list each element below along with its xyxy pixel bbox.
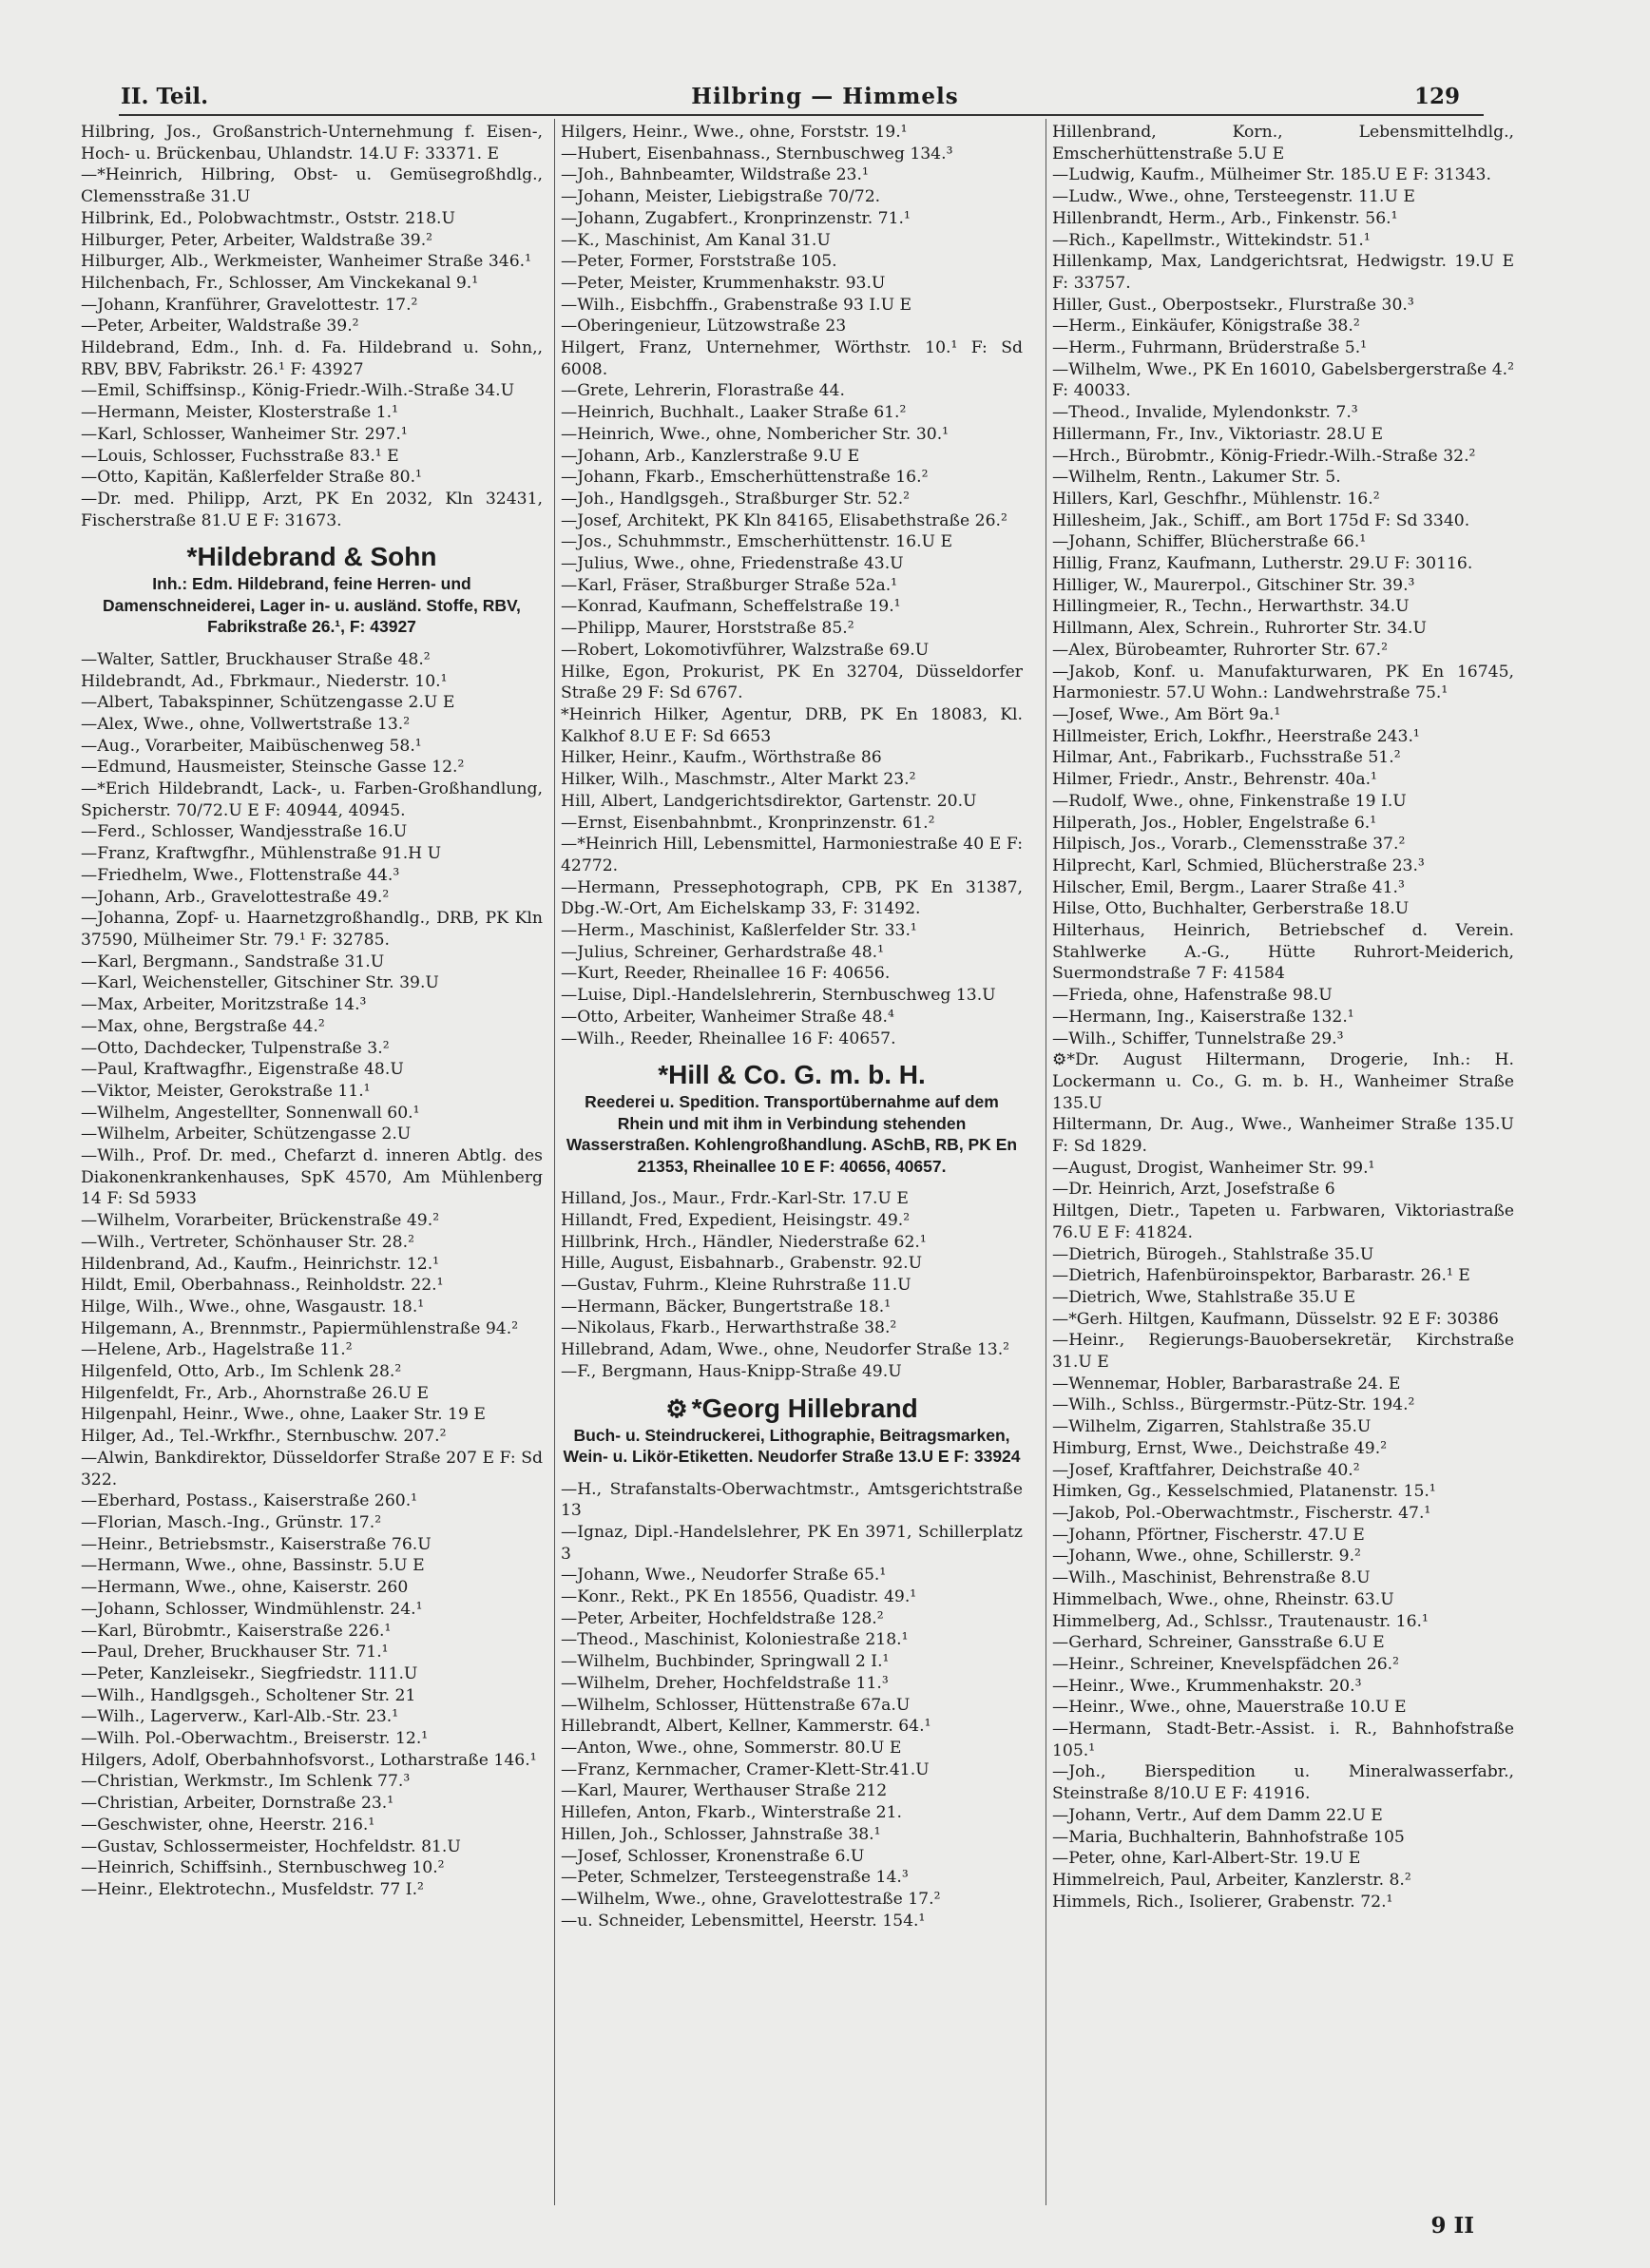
directory-entry: —Heinr., Regierungs-Bauobersekretär, Kirchstraße 31.U E bbox=[1052, 1331, 1514, 1373]
directory-entry: Hildebrandt, Ad., Fbrkmaur., Niederstr. 10.¹ bbox=[81, 671, 448, 691]
directory-entry: Hillig, Franz, Kaufmann, Lutherstr. 29.U F: 30116. bbox=[1052, 554, 1473, 574]
directory-entry: —Wilh., Prof. Dr. med., Chefarzt d. inneren Abtlg. des Diakonenkrankenhauses, SpK 4570, Am Mühlenberg 14 F: Sd 5933 bbox=[81, 1146, 543, 1209]
directory-entry: —Rudolf, Wwe., ohne, Finkenstraße 19 I.U bbox=[1052, 791, 1407, 811]
directory-entry: —Wilhelm, Wwe., ohne, Gravelottestraße 17.² bbox=[561, 1889, 941, 1909]
directory-entry: Hiller, Gust., Oberpostsekr., Flurstraße 30.³ bbox=[1052, 295, 1414, 315]
directory-entry: —Hermann, Wwe., ohne, Bassinstr. 5.U E bbox=[81, 1556, 425, 1576]
directory-entry: Himmelreich, Paul, Arbeiter, Kanzlerstr. 8.² bbox=[1052, 1870, 1411, 1890]
directory-entry: —Johann, Kranführer, Gravelottestr. 17.² bbox=[81, 295, 418, 315]
directory-entry: —Christian, Arbeiter, Dornstraße 23.¹ bbox=[81, 1794, 394, 1814]
directory-entry: —Wilh., Vertreter, Schönhauser Str. 28.² bbox=[81, 1232, 414, 1252]
directory-entry: —Josef, Wwe., Am Bört 9a.¹ bbox=[1052, 704, 1281, 724]
directory-entry: —Wilh., Schlss., Bürgermstr.-Pütz-Str. 194.² bbox=[1052, 1395, 1415, 1415]
directory-entry: Hilke, Egon, Prokurist, PK En 32704, Düsseldorfer Straße 29 F: Sd 6767. bbox=[561, 662, 1023, 703]
directory-entry: —Luise, Dipl.-Handelslehrerin, Sternbuschweg 13.U bbox=[561, 986, 996, 1006]
directory-entry: —Wilhelm, Vorarbeiter, Brückenstraße 49.² bbox=[81, 1211, 440, 1231]
directory-entry: Himmelberg, Ad., Schlssr., Trautenaustr. 16.¹ bbox=[1052, 1611, 1429, 1631]
directory-entry: Hillen, Joh., Schlosser, Jahnstraße 38.¹ bbox=[561, 1824, 881, 1844]
directory-entry: —Julius, Schreiner, Gerhardstraße 48.¹ bbox=[561, 942, 884, 962]
directory-entry: Hill, Albert, Landgerichtsdirektor, Gartenstr. 20.U bbox=[561, 791, 977, 811]
directory-entry: Hilgenfeldt, Fr., Arb., Ahornstraße 26.U E bbox=[81, 1383, 430, 1403]
directory-entry: —Johann, Zugabfert., Kronprinzenstr. 71.¹ bbox=[561, 208, 911, 228]
directory-entry: —Ludw., Wwe., ohne, Tersteegenstr. 11.U E bbox=[1052, 187, 1415, 207]
directory-entry: —Wennemar, Hobler, Barbarastraße 24. E bbox=[1052, 1374, 1401, 1393]
directory-entry: Hille, August, Eisbahnarb., Grabenstr. 92.U bbox=[561, 1254, 923, 1274]
directory-entry: —Otto, Dachdecker, Tulpenstraße 3.² bbox=[81, 1038, 390, 1058]
directory-entry: —Franz, Kraftwgfhr., Mühlenstraße 91.H U bbox=[81, 844, 442, 864]
directory-entry: —Hermann, Ing., Kaiserstraße 132.¹ bbox=[1052, 1007, 1354, 1027]
directory-entry: —Peter, ohne, Karl-Albert-Str. 19.U E bbox=[1052, 1849, 1361, 1869]
directory-entry: Hilchenbach, Fr., Schlosser, Am Vinckekanal 9.¹ bbox=[81, 273, 479, 293]
directory-entry: —Wilh., Lagerverw., Karl-Alb.-Str. 23.¹ bbox=[81, 1707, 399, 1727]
directory-entry: Hilburger, Alb., Werkmeister, Wanheimer Straße 346.¹ bbox=[81, 252, 531, 272]
directory-entry: —Konrad, Kaufmann, Scheffelstraße 19.¹ bbox=[561, 597, 901, 617]
directory-entry: Hilmar, Ant., Fabrikarb., Fuchsstraße 51.² bbox=[1052, 748, 1401, 768]
directory-entry: —H., Strafanstalts-Oberwachtmstr., Amtsgerichtstraße 13 bbox=[561, 1479, 1023, 1521]
column-2 bbox=[561, 122, 1023, 1932]
directory-entry: —Wilh., Reeder, Rheinallee 16 F: 40657. bbox=[561, 1028, 896, 1048]
advert-title: *Hildebrand & Sohn bbox=[186, 542, 437, 572]
directory-entry: —Albert, Tabakspinner, Schützengasse 2.U E bbox=[81, 693, 455, 713]
section-label: II. Teil. bbox=[121, 84, 209, 109]
directory-entry: —Herm., Einkäufer, Königstraße 38.² bbox=[1052, 317, 1360, 336]
directory-entry: —Wilhelm, Buchbinder, Springwall 2 I.¹ bbox=[561, 1652, 890, 1672]
directory-entry: —Peter, Arbeiter, Waldstraße 39.² bbox=[81, 317, 359, 336]
directory-entry: —Wilhelm, Angestellter, Sonnenwall 60.¹ bbox=[81, 1103, 420, 1123]
page-header bbox=[0, 0, 1650, 109]
directory-entry: —Ernst, Eisenbahnbmt., Kronprinzenstr. 61.² bbox=[561, 813, 935, 833]
directory-entry: —Hermann, Bäcker, Bungertstraße 18.¹ bbox=[561, 1297, 892, 1317]
directory-entry: —Friedhelm, Wwe., Flottenstraße 44.³ bbox=[81, 865, 400, 885]
directory-entry: —Wilhelm, Arbeiter, Schützengasse 2.U bbox=[81, 1124, 412, 1144]
directory-entry: —Otto, Kapitän, Kaßlerfelder Straße 80.¹ bbox=[81, 468, 422, 488]
directory-entry: —Julius, Wwe., ohne, Friedenstraße 43.U bbox=[561, 554, 904, 574]
directory-entry: —Wilh., Maschinist, Behrenstraße 8.U bbox=[1052, 1568, 1371, 1588]
directory-entry: Hilburger, Peter, Arbeiter, Waldstraße 39.² bbox=[81, 230, 433, 250]
directory-entry: —K., Maschinist, Am Kanal 31.U bbox=[561, 230, 831, 250]
directory-entry: —Viktor, Meister, Gerokstraße 11.¹ bbox=[81, 1081, 371, 1101]
directory-entry: Hillebrandt, Albert, Kellner, Kammerstr. 64.¹ bbox=[561, 1717, 931, 1737]
directory-entry: —Karl, Maurer, Werthauser Straße 212 bbox=[561, 1781, 888, 1801]
directory-entry: —Wilh. Pol.-Oberwachtm., Breiserstr. 12.¹ bbox=[81, 1729, 429, 1749]
directory-entry: Hillbrink, Hrch., Händler, Niederstraße 62.¹ bbox=[561, 1232, 927, 1252]
directory-entry: —Hermann, Pressephotograph, CPB, PK En 31387, Dbg.-W.-Ort, Am Eichelskamp 33, F: 31492. bbox=[561, 877, 1023, 919]
directory-entry: Hilge, Wilh., Wwe., ohne, Wasgaustr. 18.¹ bbox=[81, 1297, 425, 1317]
directory-entry: —Kurt, Reeder, Rheinallee 16 F: 40656. bbox=[561, 964, 891, 984]
directory-entry: —Joh., Bierspedition u. Mineralwasserfabr., Steinstraße 8/10.U E F: 41916. bbox=[1052, 1762, 1514, 1804]
directory-entry: —Dietrich, Hafenbüroinspektor, Barbarastr. 26.¹ E bbox=[1052, 1266, 1470, 1286]
directory-entry: —*Heinrich, Hilbring, Obst- u. Gemüsegroßhdlg., Clemensstraße 31.U bbox=[81, 165, 543, 207]
directory-entry: Hilperath, Jos., Hobler, Engelstraße 6.¹ bbox=[1052, 813, 1377, 833]
directory-entry: —Karl, Bergmann., Sandstraße 31.U bbox=[81, 951, 385, 971]
directory-entry: —Ludwig, Kaufm., Mülheimer Str. 185.U E F: 31343. bbox=[1052, 165, 1491, 185]
directory-entry: —Karl, Schlosser, Wanheimer Str. 297.¹ bbox=[81, 424, 408, 444]
directory-entry: Hillenkamp, Max, Landgerichtsrat, Hedwigstr. 19.U E F: 33757. bbox=[1052, 252, 1514, 293]
column-1-entries-a bbox=[81, 122, 543, 531]
column-2-entries-c bbox=[561, 1479, 1023, 1932]
directory-entry: —Heinr., Wwe., Krummenhakstr. 20.³ bbox=[1052, 1676, 1362, 1696]
directory-entry: —Alex, Wwe., ohne, Vollwertstraße 13.² bbox=[81, 714, 411, 734]
directory-entry: Hillenbrandt, Herm., Arb., Finkenstr. 56.¹ bbox=[1052, 208, 1398, 228]
directory-entry: —Johanna, Zopf- u. Haarnetzgroßhandlg., DRB, PK Kln 37590, Mülheimer Str. 79.¹ F: 32785. bbox=[81, 909, 543, 950]
directory-entry: —Heinrich, Wwe., ohne, Nombericher Str. 30.¹ bbox=[561, 424, 950, 444]
directory-entry: —August, Drogist, Wanheimer Str. 99.¹ bbox=[1052, 1158, 1375, 1178]
directory-entry: —F., Bergmann, Haus-Knipp-Straße 49.U bbox=[561, 1361, 902, 1381]
directory-entry: Hillefen, Anton, Fkarb., Winterstraße 21. bbox=[561, 1803, 902, 1823]
directory-entry: —Wilhelm, Schlosser, Hüttenstraße 67a.U bbox=[561, 1695, 911, 1715]
directory-entry: —Aug., Vorarbeiter, Maibüschenweg 58.¹ bbox=[81, 736, 422, 756]
directory-entry: —Johann, Schlosser, Windmühlenstr. 24.¹ bbox=[81, 1599, 423, 1619]
directory-entry: Hiltgen, Dietr., Tapeten u. Farbwaren, Viktoriastraße 76.U E F: 41824. bbox=[1052, 1201, 1514, 1242]
column-1-entries-b bbox=[81, 649, 543, 1901]
directory-entry: —Florian, Masch.-Ing., Grünstr. 17.² bbox=[81, 1512, 382, 1532]
directory-entry: —Hrch., Bürobmtr., König-Friedr.-Wilh.-Straße 32.² bbox=[1052, 446, 1476, 466]
directory-entry: —Peter, Arbeiter, Hochfeldstraße 128.² bbox=[561, 1608, 884, 1628]
directory-entry: Hildebrand, Edm., Inh. d. Fa. Hildebrand u. Sohn,, RBV, BBV, Fabrikstr. 26.¹ F: 43927 bbox=[81, 338, 543, 379]
directory-entry: —Gustav, Fuhrm., Kleine Ruhrstraße 11.U bbox=[561, 1276, 911, 1296]
advert-hildebrand-sohn bbox=[81, 541, 543, 638]
directory-entry: —Max, Arbeiter, Moritzstraße 14.³ bbox=[81, 995, 367, 1015]
directory-entry: Hilgers, Heinr., Wwe., ohne, Forststr. 19.¹ bbox=[561, 123, 908, 142]
directory-entry: —Grete, Lehrerin, Florastraße 44. bbox=[561, 381, 845, 401]
cog-logo-icon: ⚙ bbox=[665, 1393, 688, 1423]
directory-entry: —Oberingenieur, Lützowstraße 23 bbox=[561, 317, 847, 336]
directory-entry: Hillebrand, Adam, Wwe., ohne, Neudorfer Straße 13.² bbox=[561, 1340, 1010, 1360]
directory-entry: —Jakob, Pol.-Oberwachtmstr., Fischerstr. 47.¹ bbox=[1052, 1504, 1431, 1523]
directory-entry: —Heinr., Elektrotechn., Musfeldstr. 77 I.² bbox=[81, 1879, 424, 1899]
directory-entry: —*Erich Hildebrandt, Lack-, u. Farben-Großhandlung, Spicherstr. 70/72.U E F: 40944, 40945. bbox=[81, 779, 543, 820]
page-number: 129 bbox=[1413, 84, 1460, 109]
directory-entry: Hillandt, Fred, Expedient, Heisingstr. 49.² bbox=[561, 1210, 911, 1230]
directory-entry: —Josef, Kraftfahrer, Deichstraße 40.² bbox=[1052, 1460, 1360, 1480]
advert-title: *Georg Hillebrand bbox=[691, 1393, 918, 1423]
column-2-entries-a bbox=[561, 122, 1023, 1049]
directory-entry: Hilker, Heinr., Kaufm., Wörthstraße 86 bbox=[561, 748, 882, 768]
directory-entry: —Peter, Schmelzer, Tersteegenstraße 14.³ bbox=[561, 1868, 909, 1888]
directory-entry: —Wilh., Eisbchffn., Grabenstraße 93 I.U E bbox=[561, 295, 912, 315]
directory-entry: Hillmann, Alex, Schrein., Ruhrorter Str. 34.U bbox=[1052, 619, 1427, 639]
directory-entry: —Johann, Meister, Liebigstraße 70/72. bbox=[561, 187, 881, 207]
directory-entry: —Geschwister, ohne, Heerstr. 216.¹ bbox=[81, 1815, 375, 1835]
directory-entry: —Hermann, Meister, Klosterstraße 1.¹ bbox=[81, 403, 398, 423]
directory-entry: —Johann, Pförtner, Fischerstr. 47.U E bbox=[1052, 1525, 1365, 1545]
directory-entry: —Otto, Arbeiter, Wanheimer Straße 48.⁴ bbox=[561, 1007, 894, 1027]
directory-entry: —Eberhard, Postass., Kaiserstraße 260.¹ bbox=[81, 1491, 418, 1511]
directory-entry: Hillesheim, Jak., Schiff., am Bort 175d F: Sd 3340. bbox=[1052, 510, 1470, 530]
directory-entry: Hillers, Karl, Geschfhr., Mühlenstr. 16.² bbox=[1052, 489, 1380, 509]
directory-entry: —Karl, Weichensteller, Gitschiner Str. 39.U bbox=[81, 973, 439, 993]
column-3-entries bbox=[1052, 122, 1514, 1912]
directory-entry: —Wilhelm, Dreher, Hochfeldstraße 11.³ bbox=[561, 1673, 889, 1693]
directory-entry: —Louis, Schlosser, Fuchsstraße 83.¹ E bbox=[81, 446, 399, 466]
directory-entry: —Helene, Arb., Hagelstraße 11.² bbox=[81, 1340, 353, 1360]
directory-entry: —Peter, Meister, Krummenhakstr. 93.U bbox=[561, 273, 886, 293]
directory-entry: Himmelbach, Wwe., ohne, Rheinstr. 63.U bbox=[1052, 1589, 1394, 1609]
column-1 bbox=[81, 122, 543, 1901]
column-3 bbox=[1052, 122, 1514, 1912]
directory-entry: —Jos., Schuhmmstr., Emscherhüttenstr. 16.U E bbox=[561, 532, 953, 552]
directory-entry: —Philipp, Maurer, Horststraße 85.² bbox=[561, 619, 854, 639]
directory-entry: —Frieda, ohne, Hafenstraße 98.U bbox=[1052, 986, 1333, 1006]
signature-mark: 9 II bbox=[1430, 2213, 1474, 2239]
column-2-entries-b bbox=[561, 1188, 1023, 1382]
directory-entry: —Wilh., Handlgsgeh., Scholtener Str. 21 bbox=[81, 1685, 416, 1705]
directory-entry: Hiltermann, Dr. Aug., Wwe., Wanheimer Straße 135.U F: Sd 1829. bbox=[1052, 1115, 1514, 1157]
running-title: Hilbring — Himmels bbox=[691, 84, 959, 109]
directory-entry: —Heinrich, Buchhalt., Laaker Straße 61.² bbox=[561, 403, 907, 423]
directory-entry: —Wilhelm, Rentn., Lakumer Str. 5. bbox=[1052, 468, 1341, 488]
directory-entry: Hilbring, Jos., Großanstrich-Unternehmung f. Eisen-, Hoch- u. Brückenbau, Uhlandstr. 14.U F: 33371. E bbox=[81, 123, 543, 163]
directory-entry: —Johann, Wwe., ohne, Schillerstr. 9.² bbox=[1052, 1547, 1361, 1566]
directory-entry: —Peter, Former, Forststraße 105. bbox=[561, 252, 837, 272]
directory-entry: —u. Schneider, Lebensmittel, Heerstr. 154.¹ bbox=[561, 1911, 926, 1931]
directory-entry: —Walter, Sattler, Bruckhauser Straße 48.² bbox=[81, 649, 431, 669]
directory-entry: Himburg, Ernst, Wwe., Deichstraße 49.² bbox=[1052, 1438, 1388, 1458]
directory-entry: —Josef, Schlosser, Kronenstraße 6.U bbox=[561, 1846, 865, 1866]
advert-body: Buch- u. Steindruckerei, Lithographie, Beitragsmarken, Wein- u. Likör-Etiketten. Neudorfer Straße 13.U E F: 33924 bbox=[563, 1425, 1021, 1467]
directory-entry: —Heinrich, Schiffsinh., Sternbuschweg 10.² bbox=[81, 1858, 445, 1878]
directory-entry: —Theod., Maschinist, Koloniestraße 218.¹ bbox=[561, 1630, 909, 1650]
directory-entry: —Wilhelm, Zigarren, Stahlstraße 35.U bbox=[1052, 1417, 1372, 1437]
directory-entry: Hildenbrand, Ad., Kaufm., Heinrichstr. 12.¹ bbox=[81, 1254, 440, 1274]
directory-entry: ⚙*Dr. August Hiltermann, Drogerie, Inh.: H. Lockermann u. Co., G. m. b. H., Wanheimer Straße 135.U bbox=[1052, 1050, 1514, 1113]
directory-entry: —Anton, Wwe., ohne, Sommerstr. 80.U E bbox=[561, 1739, 902, 1758]
advert-body: Reederei u. Spedition. Transportübernahme auf dem Rhein und mit ihm in Verbindung stehenden Wasserstraßen. Kohlengroßhandlung. ASchB, RB, PK En 21353, Rheinallee 10 E F: 40656, 40657. bbox=[566, 1092, 1018, 1176]
directory-entry: —Karl, Bürobmtr., Kaiserstraße 226.¹ bbox=[81, 1621, 392, 1641]
directory-entry: —Josef, Architekt, PK Kln 84165, Elisabethstraße 26.² bbox=[561, 510, 1007, 530]
directory-entry: —Paul, Dreher, Bruckhauser Str. 71.¹ bbox=[81, 1643, 389, 1663]
directory-entry: —Edmund, Hausmeister, Steinsche Gasse 12.² bbox=[81, 758, 465, 778]
directory-entry: —Robert, Lokomotivführer, Walzstraße 69.U bbox=[561, 640, 930, 660]
directory-entry: —Gerhard, Schreiner, Gansstraße 6.U E bbox=[1052, 1633, 1385, 1653]
directory-entry: Himmels, Rich., Isolierer, Grabenstr. 72.¹ bbox=[1052, 1892, 1393, 1912]
directory-entry: —Konr., Rekt., PK En 18556, Quadistr. 49.¹ bbox=[561, 1587, 917, 1607]
directory-entry: Hillmeister, Erich, Lokfhr., Heerstraße 243.¹ bbox=[1052, 726, 1420, 746]
directory-entry: Hillingmeier, R., Techn., Herwarthstr. 34.U bbox=[1052, 597, 1410, 617]
directory-entry: —Hermann, Stadt-Betr.-Assist. i. R., Bahnhofstraße 105.¹ bbox=[1052, 1720, 1514, 1760]
directory-entry: —Maria, Buchhalterin, Bahnhofstraße 105 bbox=[1052, 1827, 1405, 1847]
advert-georg-hillebrand bbox=[561, 1393, 1023, 1468]
directory-entry: Hilterhaus, Heinrich, Betriebschef d. Verein. Stahlwerke A.-G., Hütte Ruhrort-Meiderich, Suermondstraße 7 F: 41584 bbox=[1052, 921, 1514, 984]
directory-entry: —Johann, Fkarb., Emscherhüttenstraße 16.² bbox=[561, 468, 929, 488]
directory-entry: *Heinrich Hilker, Agentur, DRB, PK En 18083, Kl. Kalkhof 8.U E F: Sd 6653 bbox=[561, 704, 1023, 746]
column-divider-1 bbox=[554, 119, 555, 2205]
directory-entry: —Herm., Fuhrmann, Brüderstraße 5.¹ bbox=[1052, 338, 1368, 358]
directory-entry: —Jakob, Konf. u. Manufakturwaren, PK En 16745, Harmoniestr. 57.U Wohn.: Landwehrstraße 75.¹ bbox=[1052, 662, 1514, 703]
advert-title-row bbox=[561, 1393, 1023, 1425]
directory-entry: Hillenbrand, Korn., Lebensmittelhdlg., Emscherhüttenstraße 5.U E bbox=[1052, 123, 1514, 163]
directory-entry: —Emil, Schiffsinsp., König-Friedr.-Wilh.-Straße 34.U bbox=[81, 381, 515, 401]
directory-entry: —Heinr., Schreiner, Knevelspfädchen 26.² bbox=[1052, 1654, 1399, 1674]
directory-entry: Hilbrink, Ed., Polobwachtmstr., Oststr. 218.U bbox=[81, 208, 455, 228]
directory-entry: Hilgenfeld, Otto, Arb., Im Schlenk 28.² bbox=[81, 1362, 402, 1382]
directory-entry: —Rich., Kapellmstr., Wittekindstr. 51.¹ bbox=[1052, 230, 1371, 250]
directory-entry: —Johann, Vertr., Auf dem Damm 22.U E bbox=[1052, 1805, 1383, 1825]
directory-entry: —Wilh., Schiffer, Tunnelstraße 29.³ bbox=[1052, 1028, 1344, 1048]
advert-hill-co bbox=[561, 1059, 1023, 1177]
header-rule bbox=[119, 114, 1484, 116]
directory-entry: —Dr. med. Philipp, Arzt, PK En 2032, Kln 32431, Fischerstraße 81.U E F: 31673. bbox=[81, 489, 543, 530]
directory-entry: Hilgemann, A., Brennmstr., Papiermühlenstraße 94.² bbox=[81, 1318, 519, 1338]
directory-entry: —Christian, Werkmstr., Im Schlenk 77.³ bbox=[81, 1772, 411, 1792]
directory-entry: Hilland, Jos., Maur., Frdr.-Karl-Str. 17.U E bbox=[561, 1189, 909, 1209]
directory-entry: Himken, Gg., Kesselschmied, Platanenstr. 15.¹ bbox=[1052, 1482, 1436, 1502]
directory-entry: —Karl, Fräser, Straßburger Straße 52a.¹ bbox=[561, 575, 898, 595]
directory-entry: —Wilhelm, Wwe., PK En 16010, Gabelsbergerstraße 4.² F: 40033. bbox=[1052, 359, 1514, 401]
directory-entry: —Joh., Handlgsgeh., Straßburger Str. 52.² bbox=[561, 489, 911, 509]
directory-entry: —*Gerh. Hiltgen, Kaufmann, Düsselstr. 92 E F: 30386 bbox=[1052, 1309, 1499, 1329]
directory-entry: —Joh., Bahnbeamter, Wildstraße 23.¹ bbox=[561, 165, 869, 185]
advert-body: Inh.: Edm. Hildebrand, feine Herren- und Damenschneiderei, Lager in- u. ausländ. Stoffe, RBV, Fabrikstraße 26.¹, F: 43927 bbox=[103, 574, 521, 637]
directory-entry: Hilgert, Franz, Unternehmer, Wörthstr. 10.¹ F: Sd 6008. bbox=[561, 338, 1023, 379]
directory-entry: —Theod., Invalide, Mylendonkstr. 7.³ bbox=[1052, 403, 1358, 423]
directory-entry: —Hubert, Eisenbahnass., Sternbuschweg 134.³ bbox=[561, 144, 953, 163]
directory-entry: —Johann, Arb., Kanzlerstraße 9.U E bbox=[561, 446, 860, 466]
directory-entry: Hilliger, W., Maurerpol., Gitschiner Str. 39.³ bbox=[1052, 575, 1415, 595]
directory-entry: —Alex, Bürobeamter, Ruhrorter Str. 67.² bbox=[1052, 640, 1388, 660]
directory-entry: Hilgers, Adolf, Oberbahnhofsvorst., Lotharstraße 146.¹ bbox=[81, 1750, 537, 1770]
directory-entry: Hilpisch, Jos., Vorarb., Clemensstraße 37.² bbox=[1052, 835, 1406, 855]
directory-entry: —Heinr., Betriebsmstr., Kaiserstraße 76.U bbox=[81, 1534, 432, 1554]
directory-entry: —Dietrich, Wwe, Stahlstraße 35.U E bbox=[1052, 1287, 1355, 1307]
directory-entry: —Johann, Schiffer, Blücherstraße 66.¹ bbox=[1052, 532, 1367, 552]
directory-entry: —Franz, Kernmacher, Cramer-Klett-Str.41.U bbox=[561, 1759, 930, 1779]
directory-entry: —Max, ohne, Bergstraße 44.² bbox=[81, 1016, 325, 1036]
directory-entry: Hillermann, Fr., Inv., Viktoriastr. 28.U E bbox=[1052, 424, 1384, 444]
directory-entry: —Johann, Arb., Gravelottestraße 49.² bbox=[81, 887, 390, 907]
directory-entry: —*Heinrich Hill, Lebensmittel, Harmoniestraße 40 E F: 42772. bbox=[561, 835, 1023, 875]
directory-entry: Hilker, Wilh., Maschmstr., Alter Markt 23.² bbox=[561, 770, 916, 790]
directory-entry: Hilmer, Friedr., Anstr., Behrenstr. 40a.¹ bbox=[1052, 770, 1377, 790]
directory-entry: —Nikolaus, Fkarb., Herwarthstraße 38.² bbox=[561, 1318, 897, 1338]
directory-entry: —Dr. Heinrich, Arzt, Josefstraße 6 bbox=[1052, 1180, 1335, 1200]
directory-entry: Hilgenpahl, Heinr., Wwe., ohne, Laaker Str. 19 E bbox=[81, 1405, 486, 1425]
advert-title: *Hill & Co. G. m. b. H. bbox=[658, 1060, 926, 1090]
directory-entry: Hildt, Emil, Oberbahnass., Reinholdstr. 22.¹ bbox=[81, 1276, 444, 1296]
directory-entry: —Hermann, Wwe., ohne, Kaiserstr. 260 bbox=[81, 1578, 409, 1598]
directory-entry: —Dietrich, Bürogeh., Stahlstraße 35.U bbox=[1052, 1244, 1374, 1264]
directory-entry: Hilscher, Emil, Bergm., Laarer Straße 41.³ bbox=[1052, 877, 1405, 897]
directory-entry: —Peter, Kanzleisekr., Siegfriedstr. 111.U bbox=[81, 1663, 418, 1683]
directory-entry: —Alwin, Bankdirektor, Düsseldorfer Straße 207 E F: Sd 322. bbox=[81, 1448, 543, 1490]
directory-entry: Hilger, Ad., Tel.-Wrkfhr., Sternbuschw. 207.² bbox=[81, 1427, 447, 1447]
directory-entry: —Ferd., Schlosser, Wandjesstraße 16.U bbox=[81, 822, 408, 842]
directory-entry: —Paul, Kraftwagfhr., Eigenstraße 48.U bbox=[81, 1060, 404, 1080]
directory-entry: Hilprecht, Karl, Schmied, Blücherstraße 23.³ bbox=[1052, 855, 1425, 875]
directory-entry: —Herm., Maschinist, Kaßlerfelder Str. 33.¹ bbox=[561, 921, 917, 941]
directory-entry: —Ignaz, Dipl.-Handelslehrer, PK En 3971, Schillerplatz 3 bbox=[561, 1522, 1023, 1564]
directory-entry: —Heinr., Wwe., ohne, Mauerstraße 10.U E bbox=[1052, 1698, 1407, 1718]
directory-entry: —Gustav, Schlossermeister, Hochfeldstr. 81.U bbox=[81, 1836, 461, 1856]
directory-entry: —Johann, Wwe., Neudorfer Straße 65.¹ bbox=[561, 1566, 887, 1586]
directory-entry: Hilse, Otto, Buchhalter, Gerberstraße 18.U bbox=[1052, 899, 1410, 919]
